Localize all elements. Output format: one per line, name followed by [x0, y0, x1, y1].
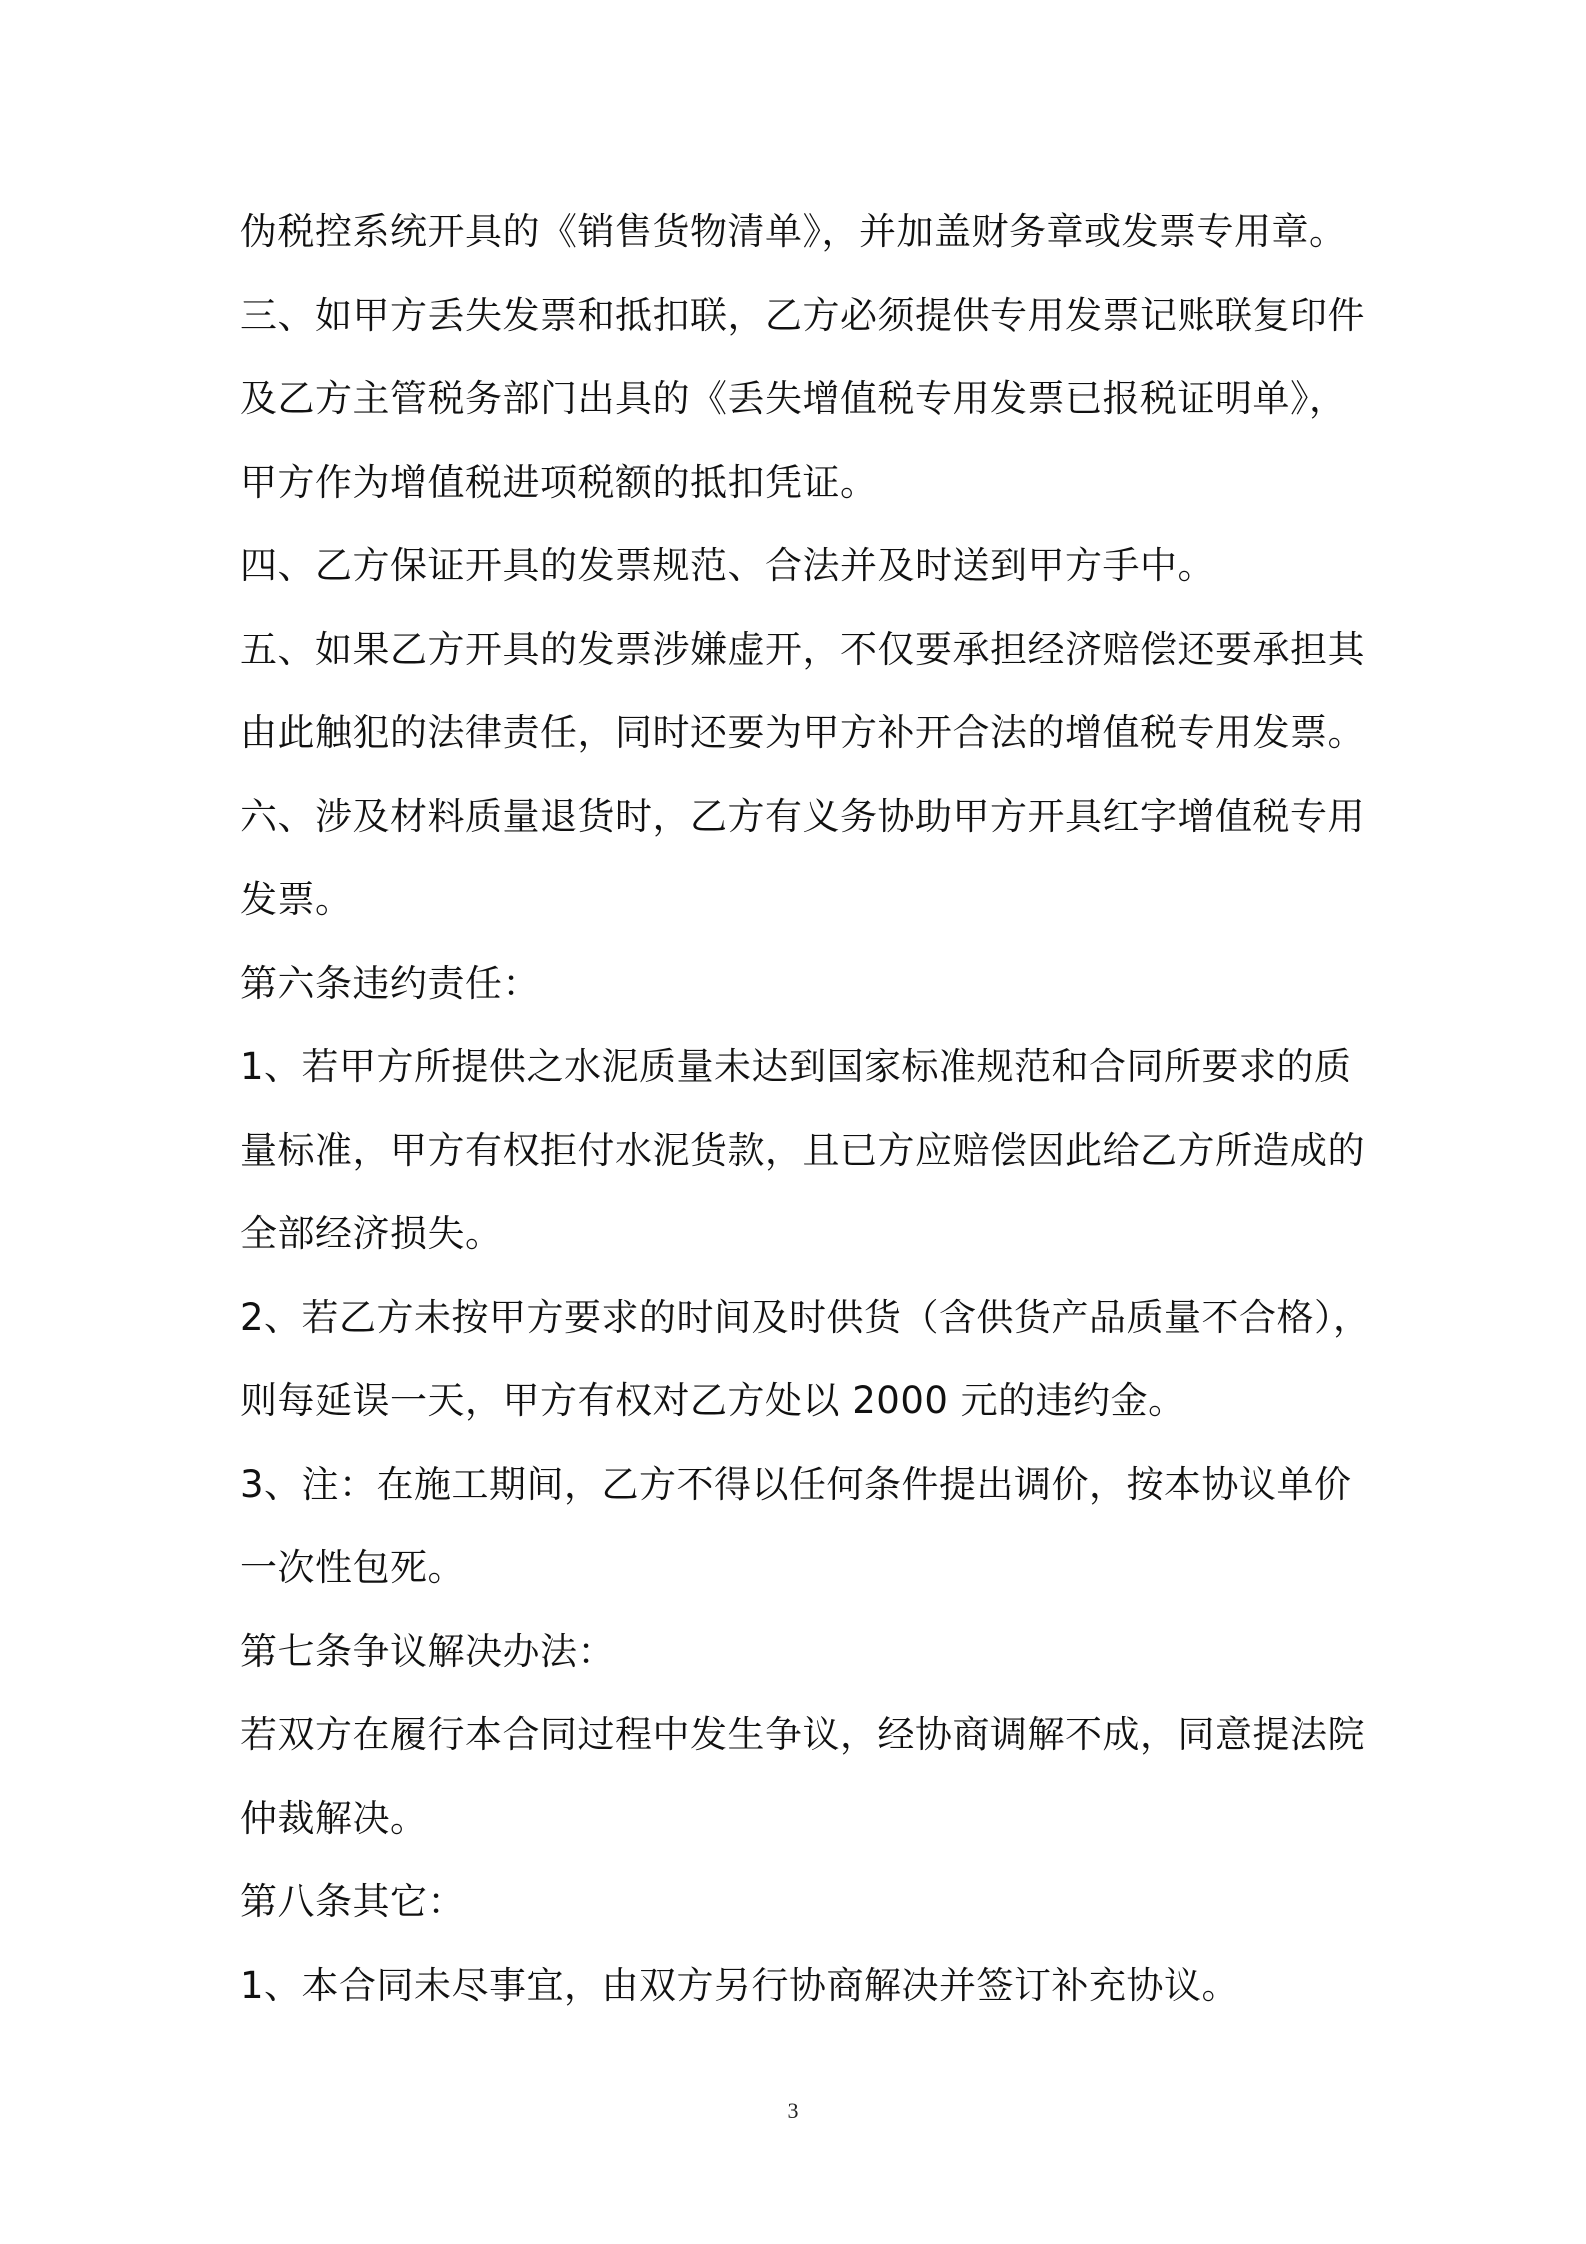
text-line: 甲方作为增值税进项税额的抵扣凭证。 — [240, 460, 878, 504]
page-number: 3 — [787, 2098, 799, 2123]
text-line: 六、涉及材料质量退货时，乙方有义务协助甲方开具红字增值税专用 — [240, 794, 1365, 838]
section-heading: 第六条违约责任： — [240, 961, 540, 1005]
text-line: 1、若甲方所提供之水泥质量未达到国家标准规范和合同所要求的质 — [240, 1045, 1352, 1088]
text-line: 2、若乙方未按甲方要求的时间及时供货（含供货产品质量不合格）， — [240, 1295, 1371, 1339]
text-line: 一次性包死。 — [240, 1546, 465, 1589]
text-line: 仲裁解决。 — [240, 1796, 428, 1840]
document-body — [240, 190, 1371, 2027]
text-line: 三、如甲方丢失发票和抵扣联，乙方必须提供专用发票记账联复印件 — [240, 293, 1365, 337]
text-line: 伪税控系统开具的《销售货物清单》，并加盖财务章或发票专用章。 — [240, 210, 1347, 253]
text-line: 由此触犯的法律责任，同时还要为甲方补开合法的增值税专用发票。 — [240, 711, 1365, 754]
text-line: 1、本合同未尽事宜，由双方另行协商解决并签订补充协议。 — [240, 1963, 1240, 2007]
text-line: 量标准，甲方有权拒付水泥货款，且已方应赔偿因此给乙方所造成的 — [240, 1128, 1365, 1172]
section-heading: 第八条其它： — [240, 1880, 465, 1923]
section-heading: 第七条争议解决办法： — [240, 1629, 615, 1673]
text-line: 五、如果乙方开具的发票涉嫌虚开，不仅要承担经济赔偿还要承担其 — [240, 627, 1365, 671]
text-line: 四、乙方保证开具的发票规范、合法并及时送到甲方手中。 — [240, 544, 1215, 587]
text-line: 若双方在履行本合同过程中发生争议，经协商调解不成，同意提法院 — [240, 1713, 1365, 1756]
text-line: 发票。 — [240, 878, 353, 921]
text-line: 则每延误一天，甲方有权对乙方处以 2000 元的违约金。 — [240, 1379, 1186, 1422]
text-line: 全部经济损失。 — [240, 1212, 503, 1255]
text-line: 及乙方主管税务部门出具的《丢失增值税专用发票已报税证明单》， — [240, 377, 1347, 420]
text-line: 3、注：在施工期间，乙方不得以任何条件提出调价，按本协议单价 — [240, 1462, 1352, 1506]
